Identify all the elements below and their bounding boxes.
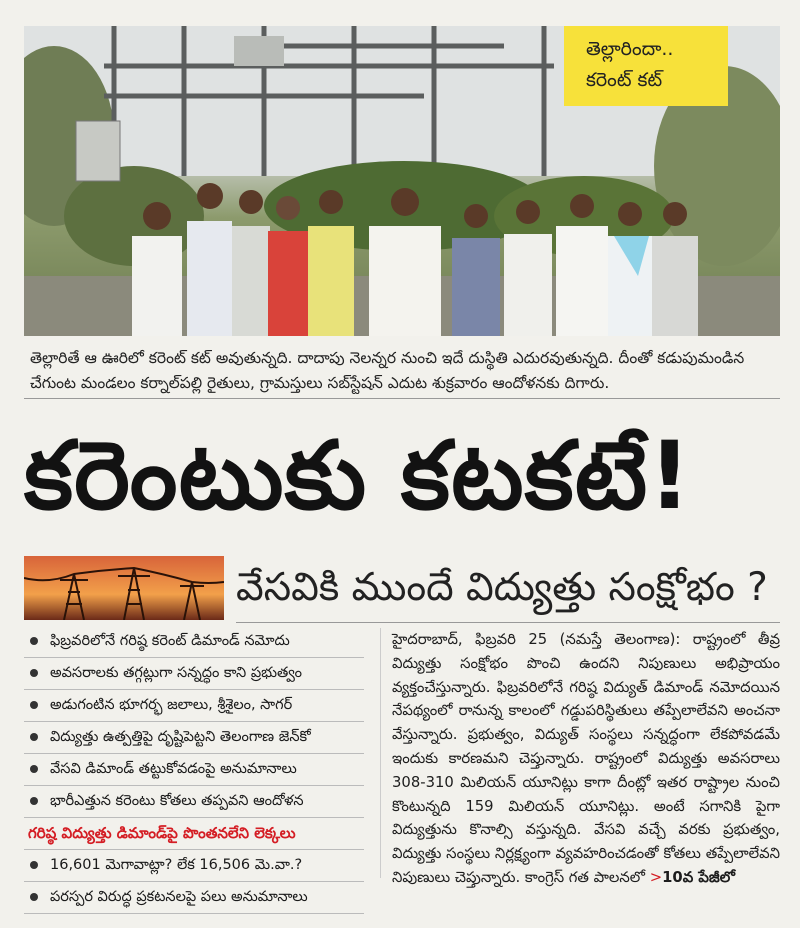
article-text: హైదరాబాద్, ఫిబ్రవరి 25 (నమస్తే తెలంగాణ): రాష్ట్రంలో తీవ్ర విద్యుత్తు సంక్షోభం పొంచి ఉందని నిపుణులు అభిప్రాయం వ్యక్తంచేస్తున్నారు. ఫిబ్రవరిలోనే గరిష్ఠ విద్యుత్ డిమాండ్ నమోదయిన నేపథ్యంలో రానున్న కాలంలో గడ్డుపరిస్థితులు తప్పేలాలేవని అంచనా వేస్తున్నారు. ప్రభుత్వం, విద్యుత్ సంస్థలు సన్నద్ధంగా లేకపోవడమే ఇందుకు కారణమని చెప్తున్నారు. రాష్ట్రంలో విద్యుత్తు అవసరాలు 308-310 మిలియన్ యూనిట్లు కాగా దీంట్లో ఇతర రాష్ట్రాల నుంచి కొంటున్నది 159 మిలియన్ యూనిట్లు. అంటే సగానికి పైగా విద్యుత్తును కొనాల్సి వస్తున్నది. వేసవి వచ్చే వరకు ప్రభుత్వం, విద్యుత్తు సంస్థలు నిర్లక్ష్యంగా వ్యవహరించడంతో కోతలు తప్పేలాలేవని నిపుణులు చెప్తున్నారు. కాంగ్రెస్ గత పాలనలో	[392, 631, 780, 886]
bullet-icon	[30, 669, 38, 677]
protest-photo	[24, 26, 780, 336]
bullet-icon	[30, 893, 38, 901]
list-item: భారీఎత్తున కరెంటు కోతలు తప్పవని ఆందోళన	[24, 786, 364, 818]
bullet-icon	[30, 765, 38, 773]
article-body	[392, 628, 780, 890]
red-subheading: గరిష్ఠ విద్యుత్తు డిమాండ్‌పై పొంతనలేని లెక్కలు	[24, 818, 364, 850]
continued-marker: >	[649, 868, 663, 886]
power-tower-image	[24, 556, 224, 620]
list-item: పరస్పర విరుద్ధ ప్రకటనలపై పలు అనుమానాలు	[24, 882, 364, 914]
list-item: 16,601 మెగావాట్లా? లేక 16,506 మె.వా.?	[24, 850, 364, 882]
list-item: వేసవి డిమాండ్ తట్టుకోవడంపై అనుమానాలు	[24, 754, 364, 786]
caption-divider	[24, 398, 780, 399]
bullet-icon	[30, 797, 38, 805]
bullet-icon	[30, 701, 38, 709]
bullet-icon	[30, 637, 38, 645]
highlights-list	[24, 626, 364, 914]
photo-caption: తెల్లారితే ఆ ఊరిలో కరెంట్ కట్ అవుతున్నది. దాదాపు నెలన్నర నుంచి ఇదే దుస్థితి ఎదురవుతున్నది. దీంతో కడుపుమండిన చేగుంట మండలం కర్నాల్‌పల్లి రైతులు, గ్రామస్తులు సబ్‌స్టేషన్ ఎదుట శుక్రవారం ఆందోళనకు దిగారు.	[30, 349, 745, 392]
tag-line-1: తెల్లారిందా..	[586, 38, 674, 60]
bullet-icon	[30, 733, 38, 741]
tag-line-2: కరెంట్ కట్	[586, 69, 663, 91]
headline-tag	[564, 26, 728, 106]
sunset-tower-icon	[24, 556, 224, 620]
list-item: అడుగంటిన భూగర్భ జలాలు, శ్రీశైలం, సాగర్	[24, 690, 364, 722]
list-item: ఫిబ్రవరిలోనే గరిష్ఠ కరెంట్ డిమాండ్ నమోదు	[24, 626, 364, 658]
list-item: విద్యుత్తు ఉత్పత్తిపై దృష్టిపెట్టని తెలంగాణ జెన్‌కో	[24, 722, 364, 754]
sub-headline: వేసవికి ముందే విద్యుత్తు సంక్షోభం ?	[236, 565, 768, 610]
main-headline: కరెంటుకు కటకటే!	[24, 422, 693, 531]
continued-link[interactable]: 10వ పేజీలో	[662, 868, 735, 886]
list-item: అవసరాలకు తగ్గట్లుగా సన్నద్ధం కాని ప్రభుత్వం	[24, 658, 364, 690]
column-divider	[380, 628, 381, 878]
subhead-divider	[236, 622, 780, 623]
bullet-icon	[30, 861, 38, 869]
